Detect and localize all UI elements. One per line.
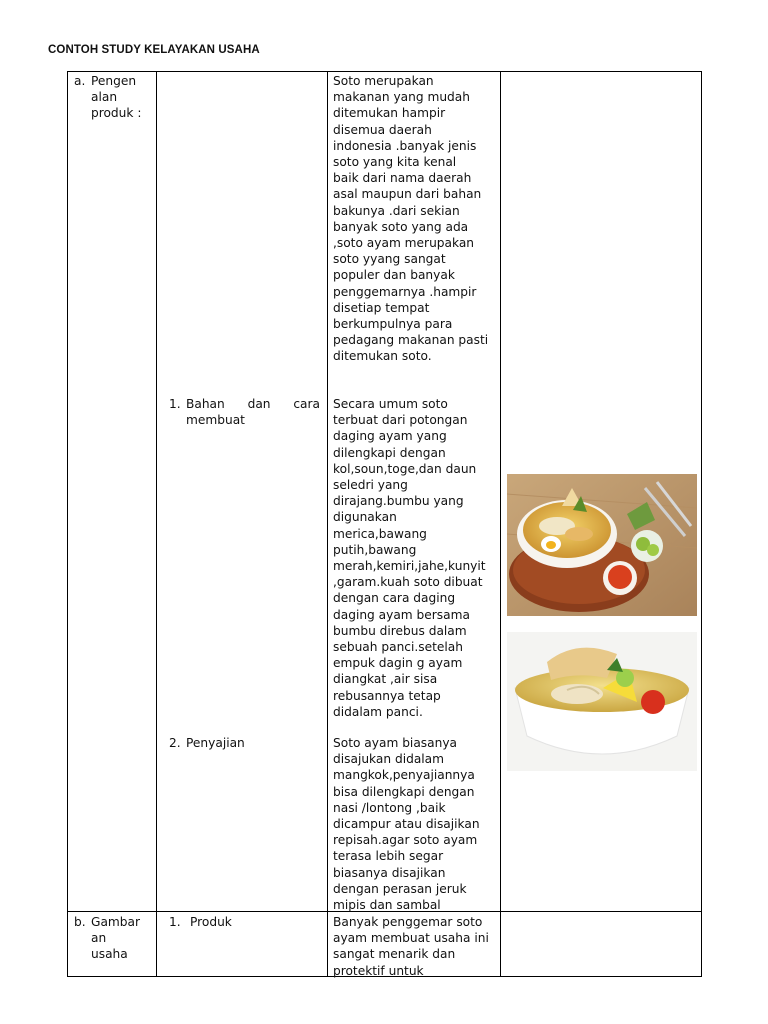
column-divider [327,72,328,976]
section-a-intro-text: Soto merupakan makanan yang mudah ditemukan hampir disemua daerah indonesia .banyak jenis soto yang kita kenal baik dari nama daerah asal maupun dari bahan bakunya .dari sekian banyak soto yang ada ,soto ayam merupakan soto yyang sangat populer dan banyak penggemarnya .hampir disetiap tempat berkumpulnya para pedagang makanan pasti ditemukan soto. [333,74,489,364]
item-1-label-line1 [186,396,320,412]
section-b-marker: b. [74,915,86,929]
section-b-item-1-number: 1. [169,915,181,929]
soto-bowl-photo-icon [507,474,697,616]
soto-bowl-photo [507,474,697,616]
item-1-label-word: dan [247,397,271,411]
section-a-heading: Pengen alan produk : [91,74,142,121]
item-1-text: Secara umum soto terbuat dari potongan daging ayam yang dilengkapi dengan kol,soun,toge,dan daun seledri yang dirajang.bumbu yang digunakan merica,bawang putih,bawang merah,kemiri,jahe,kunyit ,garam.kuah soto dibuat dengan cara daging daging ayam bersama bumbu direbus dalam sebuah panci.setelah empuk dagin g ayam diangkat ,air sisa rebusannya tetap didalam panci. [333,397,486,719]
soto-bowl-closeup-photo-icon [507,632,697,771]
section-b-item-1-label: Produk [190,915,232,929]
item-1-label-word: Bahan [186,397,225,411]
item-2-text: Soto ayam biasanya disajukan didalam mangkok,penyajiannya bisa dilengkapi dengan nasi /lontong ,baik dicampur atau disajikan repisah.agar soto ayam terasa lebih segar biasanya disajikan dengan perasan jeruk mipis dan sambal [333,736,480,913]
item-1-label-line2: membuat [186,413,245,427]
soto-bowl-closeup-photo [507,632,697,771]
item-2-label: Penyajian [186,736,245,750]
section-b-item-1-text: Banyak penggemar soto ayam membuat usaha ini sangat menarik dan protektif untuk [333,915,489,978]
column-divider [156,72,157,976]
item-1-number: 1. [169,397,181,411]
section-a-marker: a. [74,74,86,88]
item-2-number: 2. [169,736,181,750]
section-b-heading: Gambar an usaha [91,915,140,962]
page-title: CONTOH STUDY KELAYAKAN USAHA [48,44,260,56]
item-1-label-word: cara [293,397,320,411]
column-divider [500,72,501,976]
